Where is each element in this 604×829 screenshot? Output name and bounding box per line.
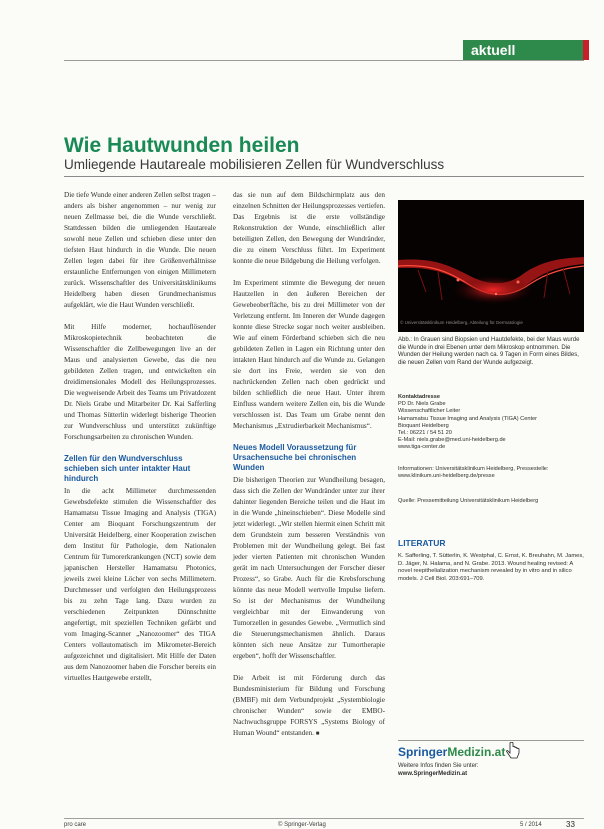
springer-logo [398, 745, 505, 759]
contact-box [398, 394, 584, 452]
wound-microscopy-image [398, 200, 584, 332]
paragraph [233, 673, 385, 740]
header-rule [64, 60, 584, 61]
section-accent [583, 40, 589, 60]
paragraph-text: Die Arbeit ist mit Förderung durch das Bundesministerium für Bildung und Forschung (BMBF) mit dem Verbundprojekt „Systembiologie chronischer Wunden“ sowie der EMBO-Nachwuchsgruppe FORSYS „Systems Biology of Human Wound“ entstanden. [233, 674, 385, 737]
springer-info-text: Weitere Infos finden Sie unter: [398, 763, 479, 769]
paragraph: Im Experiment stimmte die Bewegung der neuen Hautzellen in den äußeren Bereichen der Gewebeoberfläche, bis zu drei Millimeter von der Verletzung entfernt. Im Inneren der Wunde dagegen konnte diese Strecke sogar noch weiter ausbleiben. Wie auf einem Förderband schieben sich die neu gebildeten Zellen in Lagen ein Richtung unter den intakten Haut hindurch auf die Wunde zu. Gelangen sie dort ins Freie, werden sie von den nachrückenden Zellen nach oben gedrückt und bilden schließlich die neue Haut. Unter ihrem Einfluss wandern weitere Zellen ein, bis die Wunde verschlossen ist. Das Team um Grabe nennt den Mechanismus „Extrudierbarkeit Mechanismus“. [233, 279, 385, 430]
section-heading: Neues Modell Voraussetzung für Ursachensuche bei chronischen Wunden [233, 443, 357, 472]
hand-cursor-icon [505, 742, 521, 762]
source-note: Quelle: Pressemitteilung Universitätsklinikum Heidelberg [398, 498, 539, 504]
literature-reference: K. Safferling, T. Sütterlin, K. Westphal, C. Ernst, K. Breuhahn, M. James, D. Jäger, N. Halama, and N. Grabe. 2013. Wound healing revised: A novel reepithelialization mechanism revealed by in vitro and in silico models. J Cell Biol. 203:691–709. [398, 553, 584, 582]
contact-web-link[interactable]: www.tiga-center.de [398, 444, 446, 451]
section-heading: Zellen für den Wundverschluss schieben sich unter intakter Haut hindurch [64, 454, 191, 483]
microscopy-graphic [398, 200, 584, 332]
figure-credit: © Universitätsklinikum Heidelberg, Abteilung für Dermatologie [400, 320, 523, 325]
footer-publisher: © Springer-Verlag [278, 822, 326, 828]
footer-rule [64, 818, 584, 819]
contact-email-link[interactable]: E-Mail: niels.grabe@med.uni-heidelberg.de [398, 437, 506, 444]
contact-line: Bioquant Heidelberg [398, 422, 449, 429]
contact-line: Wissenschaftlicher Leiter [398, 408, 461, 415]
paragraph: das sie nun auf dem Bildschirmplatz aus den einzelnen Schnitten der Heilungsprozesses vertiefen. Das Ergebnis ist die erste vollständige Rekonstruktion der Wunde, einschließlich aller beteiligten Zellen, den Bewegung der Wundränder, die zu einem Verschluss führt. Im Experiment konnte die neue Bildgebung die Heilung verfolgen. [233, 191, 385, 265]
section-banner [463, 40, 583, 60]
springer-rule [398, 740, 584, 741]
article-column-1 [64, 190, 216, 695]
section-label: aktuell [471, 42, 516, 58]
springer-link[interactable]: www.SpringerMedizin.at [398, 771, 468, 777]
article-column-2 [233, 190, 385, 751]
contact-line: Tel.: 06221 / 54 51 20 [398, 430, 452, 437]
footer-publication: pro care [64, 822, 87, 828]
title-rule [64, 176, 584, 177]
paragraph: In die acht Millimeter durchmessenden Gewebsdefekte stimulen die Wissenschaftler des Hamamatsu Tissue Imaging and Analysis (TIGA) Center am Bioquant Forschungszentrum der Universität Heidelberg, einer Kooperation zwischen dem Institut für Pathologie, dem Nationalen Centrum für Tumorerkrankungen (NCT) sowie dem japanischen Hersteller Hamamatsu Photonics, jeweils zwei kleine Löcher von sechs Millimetern. Durchmesser und verfolgten den Heilungsprozess bis zu zehn Tage lang. Dazu wurden zu verschiedenen Zeitpunkten Dünnschnitte angefertigt, mit speziellen Techniken gefärbt und vom Imaging-Scanner „Nanozoomer“ des TIGA Centers vollautomatisch im Mikrometer-Bereich aufgezeichnet und digitalisiert. Mit Hilfe der Daten aus dem Nanozoomer haben die Forscher bereits ein virtuelles Hautgewebe erstellt, [64, 487, 216, 682]
springer-brand: Springer [398, 745, 448, 759]
end-mark: ■ [315, 731, 320, 737]
springer-info [398, 762, 584, 778]
paragraph: Die bisherigen Theorien zur Wundheilung besagen, dass sich die Zellen der Wundränder unter zur ihrer dahinter liegenden Bereiche teilen und die Haut im in die Wunde „hineinschieben“. Diese Modelle sind jetzt widerlegt. „Wir stellen hiermit einen Schritt mit dem Grundstein zum besseren Verständnis von Problemen mit der Wundheilung gelegt. Bei fast jeder vierten Patienten mit chronischen Wunden gerät im nach Untersuchungen der Forscher dieser Prozess“, so Grabe. Auch für die Krebsforschung könnte das neue Modell wertvolle Impulse liefern. So ist der Mechanismus der Wundheilung vergleichbar mit der Einwanderung von Tumorzellen in gesundes Gewebe. „Vermutlich sind die Steuerungsmechanismen ähnlich. Daraus könnten sich neue Ansätze zur Tumortherapie ergeben“, hofft der Wissenschaftler. [233, 476, 385, 660]
paragraph: Die tiefe Wunde einer anderen Zellen selbst tragen – anders als bisher angenommen – nur wenig zur neuen Zellmasse bei, die die Wunde verschließt. Stattdessen bilden die umliegenden Hautareale sowohl neue Zellen und schieben diese unter den tiefsten Haut hindurch in die Wunde. Die neuen Zellen legen dabei für ihre Größenverhältnisse erstaunliche Entfernungen von einigen Millimetern zurück. Wissenschaftler des Universitätsklinikums Heidelberg haben diesen Grundmechanismus aufgeklärt, wie die Haut Wunden verschließt. [64, 191, 216, 309]
article-subtitle: Umliegende Hautareale mobilisieren Zellen für Wundverschluss [64, 157, 445, 172]
footer-date: 5 / 2014 [520, 822, 542, 828]
paragraph: Mit Hilfe moderner, hochauflösender Mikroskopietechnik beobachteten die Wissenschaftler die Zellbewegungen live an der Maus und analysierten Gewebe, das die neu gebildeten Zellen tragen, und entwickelten ein dreidimensionales Modell des Heilungsprozesses. Die wegweisende Arbeit des Teams um Privatdozent Dr. Niels Grabe und Mitarbeiter Dr. Kai Safferling und Thomas Sütterlin widerlegt bisherige Theorien zur Wundverschluss und unterstützt zukünftige Forschungsarbeiten zu chronischen Wunden. [64, 323, 216, 441]
info-note: Informationen: Universitätsklinikum Heidelberg, Pressestelle: www.klinikum.uni-heidelberg.de/presse [398, 466, 549, 480]
springer-brand-suffix: Medizin.at [447, 745, 506, 759]
literature-heading: LITERATUR [398, 538, 446, 548]
contact-line: Hamamatsu Tissue Imaging and Analysis (TIGA) Center [398, 415, 537, 422]
contact-label: Kontaktadresse [398, 394, 440, 400]
article-title: Wie Hautwunden heilen [64, 134, 300, 157]
contact-line: PD Dr. Niels Grabe [398, 401, 446, 408]
page-number: 33 [566, 820, 575, 829]
figure-caption: Abb.: In Grauen sind Biopsien und Hautdefekte, bei der Maus wurde die Wunde in drei Ebenen unter dem Mikroskop entnommen. Die Wunden der Heilung werden nach ca. 9 Tagen in Form eines Bildes, die neuen Zellen vom Rand der Wunde aufgezeigt. [398, 337, 580, 366]
